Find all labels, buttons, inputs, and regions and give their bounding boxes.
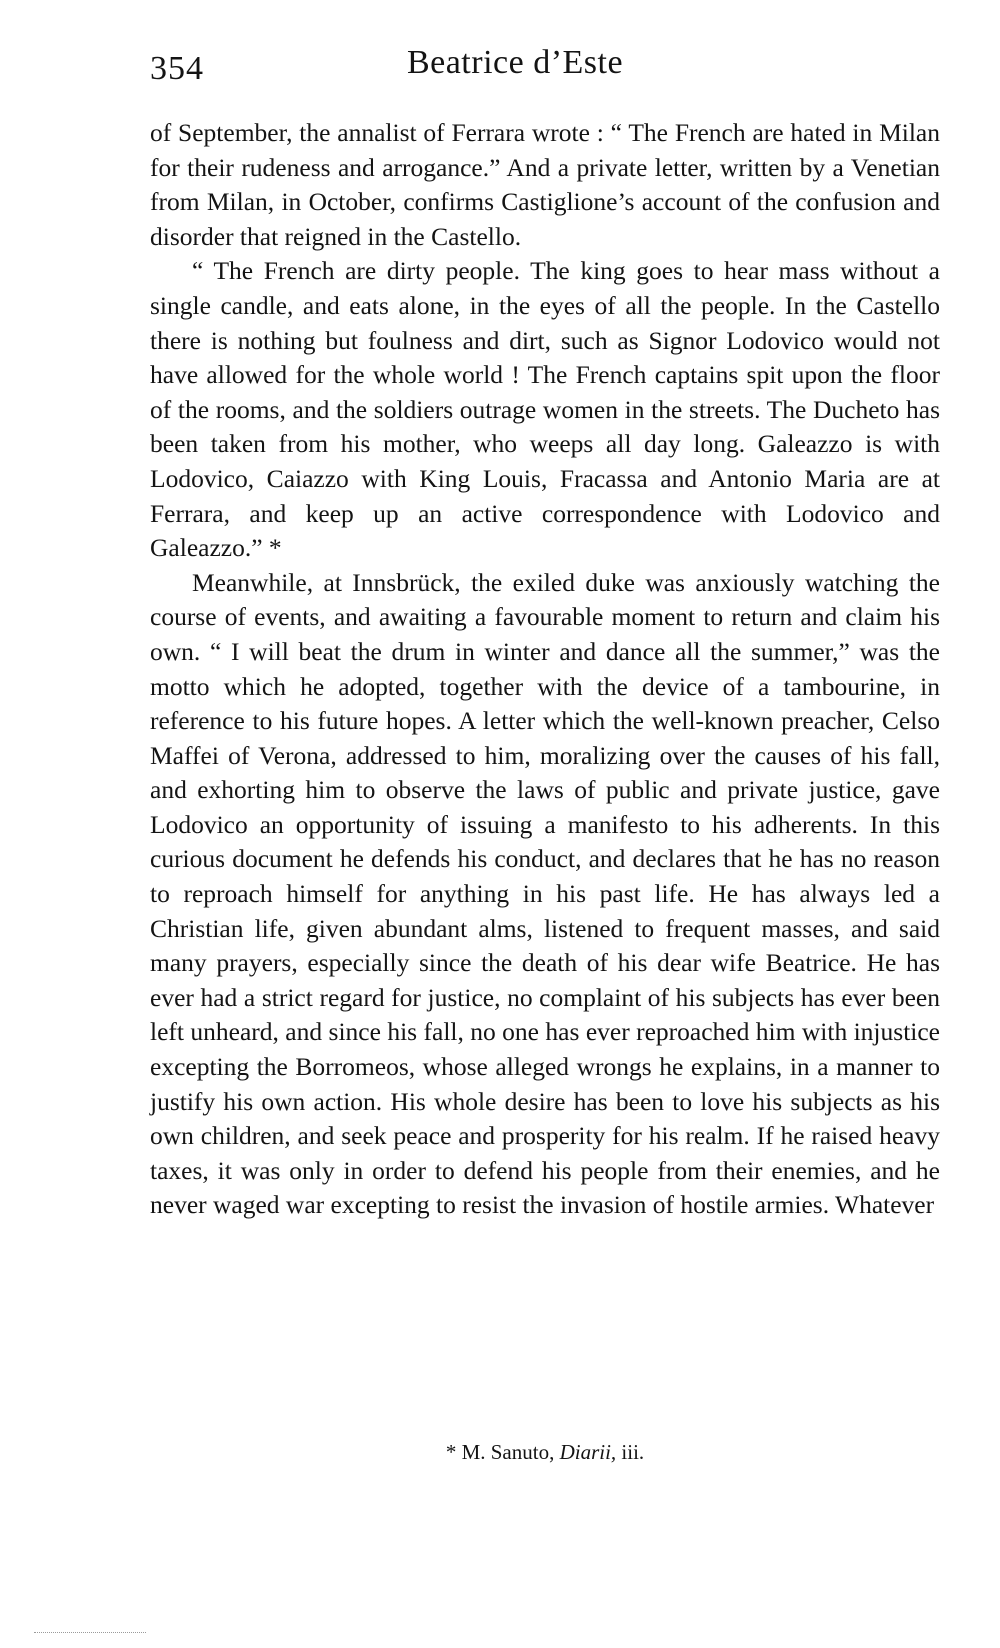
paragraph-innsbruck: Meanwhile, at Innsbrück, the exiled duke was anxiously watching the course of events, and awaiting a favourable moment to return and claim his own. “ I will beat the drum in winter and dance all the summer,” was the motto which he adopted, together with the device of a tambourine, in reference to his future hopes. A letter which the well-known preacher, Celso Maffei of Verona, addressed to him, moralizing over the causes of his fall, and exhorting him to observe the laws of public and private justice, gave Lodovico an opportunity of issuing a manifesto to his adherents. In this curious document he defends his conduct, and declares that he has no reason to reproach himself for anything in his past life. He has always led a Christian life, given abundant alms, listened to frequent masses, and said many prayers, especially since the death of his dear wife Beatrice. He has ever had a strict regard for justice, no complaint of his subjects has ever been left unheard, and since his fall, no one has ever reproached him with injustice excepting the Borromeos, whose alleged wrongs he explains, in a manner to justify his own action. His whole desire has been to love his subjects as his own children, and seek peace and prosperity for his realm. If he raised heavy taxes, it was only in order to defend his people from their enemies, and he never waged war excepting to resist the invasion of hostile armies. Whatever xyxy=(150,567,940,1220)
body-text xyxy=(150,116,940,1223)
footnote-source-title: Diarii, xyxy=(559,1440,617,1464)
footnote-volume: iii. xyxy=(621,1440,645,1464)
scan-dotted-rule xyxy=(34,1632,146,1633)
running-title: Beatrice d’Este xyxy=(406,44,624,81)
paragraph-quoted-letter: “ The French are dirty people. The king goes to hear mass without a single candle, and eats alone, in the eyes of all the people. In the Castello there is nothing but foulness and dirt, such as Signor Lodovico would not have allowed for the whole world ! The French captains spit upon the floor of the rooms, and the soldiers outrage women in the streets. The Ducheto has been taken from his mother, who weeps all day long. Galeazzo is with Lodovico, Caiazzo with King Louis, Fracassa and Antonio Maria are at Ferrara, and keep up an active correspondence with Lodovico and Galeazzo.” * xyxy=(150,256,940,563)
footnote-marker: * xyxy=(445,1440,457,1464)
page-header xyxy=(150,44,940,94)
footnote-author: M. Sanuto, xyxy=(461,1440,555,1464)
footnote xyxy=(150,1440,940,1465)
page-number: 354 xyxy=(150,50,204,87)
paragraph-continuation: of September, the annalist of Ferrara wrote : “ The French are hated in Milan for their rudeness and arrogance.” And a private letter, written by a Venetian from Milan, in October, confirms Castiglione’s account of the confusion and disorder that reigned in the Castello. xyxy=(150,118,940,251)
